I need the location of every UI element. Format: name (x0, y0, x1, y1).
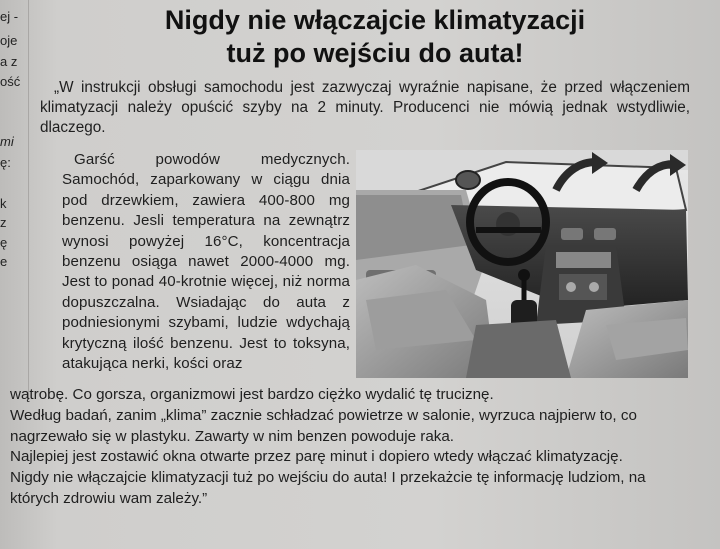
margin-fragment: ej - (0, 9, 19, 24)
body-paragraph: Nigdy nie włączajcie klimatyzacji tuż po wejściu do auta! I przekażcie tę informację ludziom, na których zdrowiu wam zależy.” (10, 469, 646, 507)
margin-fragment: k (0, 196, 7, 211)
intro-text: „W instrukcji obsługi samochodu jest zazwyczaj wyraźnie napisane, że przed włączeniem klimatyzacji należy opuścić szyby na 2 minuty. Producenci nie mówią jednak wstydliwie, dlaczego. (40, 79, 690, 136)
margin-fragment: z (0, 215, 7, 230)
title-line-2: tuż po wejściu do auta! (226, 38, 524, 68)
article-title (30, 4, 720, 70)
margin-fragment: ę: (0, 155, 11, 170)
margin-fragment: oje (0, 33, 18, 48)
body-paragraph: Według badań, zanim „klima” zacznie schładzać powietrze w salonie, wyrzuca najpierw to, co nagrzewało się w plastyku. Zawarty w nim benzen powoduje raka. (10, 406, 637, 445)
margin-fragment: a z (0, 54, 18, 69)
column-divider (28, 0, 29, 400)
margin-fragment: ę (0, 235, 8, 250)
article-body (10, 385, 696, 510)
car-interior-photo (356, 150, 688, 378)
margin-fragment: mi (0, 134, 14, 149)
column-text: Garść powodów medycznych. Samochód, zaparkowany w ciągu dnia pod drzewkiem, zawiera 400-800 mg benzenu. Jesli temperatura na zewnątrz wynosi powyżej 16°C, koncentracja benzenu osiąga nawet 2000-4000 mg. Jest to ponad 40-krotnie więcej, niż norma dopuszczalna. Wsiadając do auta z podniesionymi szybami, ludzie wdychają krytyczną ilość benzenu. Jest to toksyna, atakująca nerki, kości oraz (62, 151, 350, 373)
title-line-1: Nigdy nie włączajcie klimatyzacji (164, 5, 586, 35)
body-paragraph: Najlepiej jest zostawić okna otwarte przez parę minut i dopiero wtedy włączać klimatyzację. (10, 448, 623, 466)
margin-fragment: ość (0, 74, 21, 89)
article-column-text (62, 150, 350, 374)
margin-fragment: e (0, 254, 8, 269)
article-intro (40, 78, 690, 138)
car-interior-illustration (356, 150, 688, 378)
body-paragraph: wątrobę. Co gorsza, organizmowi jest bardzo ciężko wydalić tę truciznę. (10, 386, 494, 403)
